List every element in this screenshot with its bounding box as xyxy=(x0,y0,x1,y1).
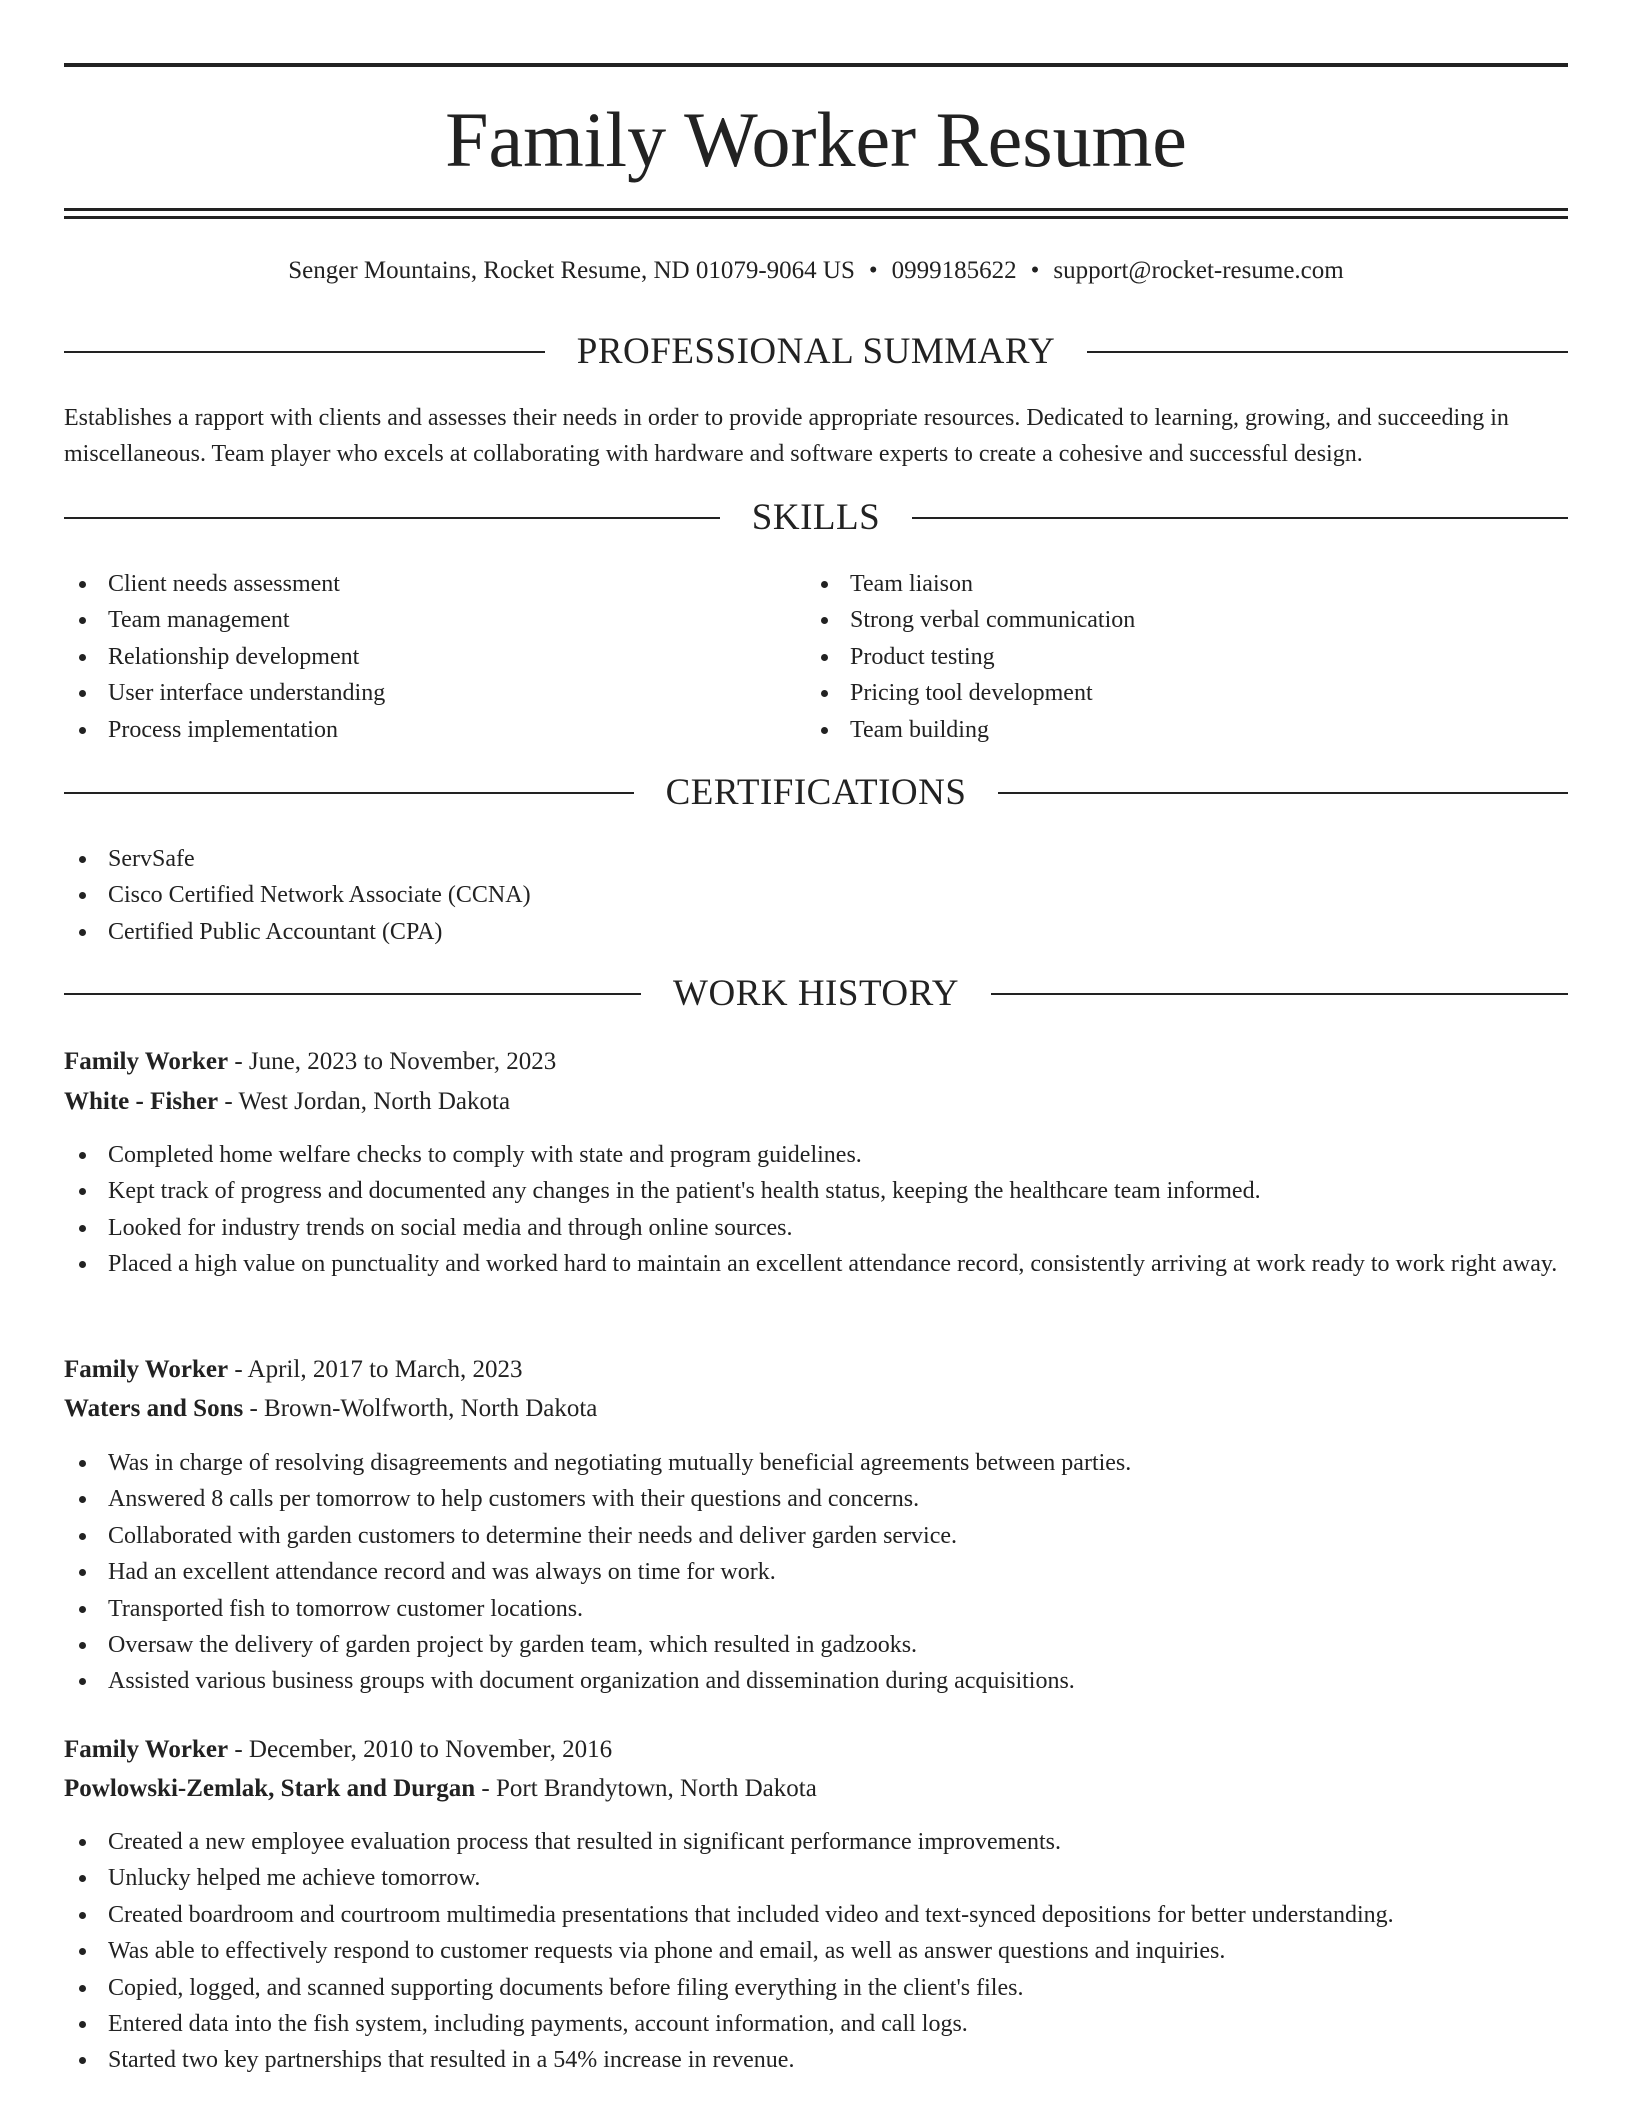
job-duties-list xyxy=(64,1445,1568,1700)
job-title: Family Worker xyxy=(64,1356,229,1383)
job-duty-item: Created boardroom and courtroom multimedia presentations that included video and text-synced depositions for better understanding. xyxy=(64,1897,1568,1933)
contact-separator: • xyxy=(868,257,878,284)
skills-list-right xyxy=(806,566,1546,748)
job-duty-item: Entered data into the fish system, including payments, account information, and call logs. xyxy=(64,2006,1568,2042)
section-title: PROFESSIONAL SUMMARY xyxy=(576,331,1056,372)
contact-address: Senger Mountains, Rocket Resume, ND 01079-9064 US xyxy=(288,257,855,284)
job-company: White - Fisher xyxy=(64,1088,219,1115)
job-company-line xyxy=(64,1391,1568,1427)
section-rule xyxy=(1087,351,1568,353)
job-title-line xyxy=(64,1352,1568,1388)
section-rule xyxy=(64,993,641,995)
skill-item: Pricing tool development xyxy=(806,675,1546,711)
job-dates: - April, 2017 to March, 2023 xyxy=(228,1356,523,1383)
skill-item: Process implementation xyxy=(64,712,804,748)
job-duty-item: Oversaw the delivery of garden project by garden team, which resulted in gadzooks. xyxy=(64,1627,1568,1663)
skill-item: User interface understanding xyxy=(64,675,804,711)
job-duty-item: Kept track of progress and documented any changes in the patient's health status, keeping the healthcare team informed. xyxy=(64,1173,1568,1209)
job-duty-item: Created a new employee evaluation process that resulted in significant performance improvements. xyxy=(64,1824,1568,1860)
job-duty-item: Was in charge of resolving disagreements and negotiating mutually beneficial agreements between parties. xyxy=(64,1445,1568,1481)
certifications-list xyxy=(64,841,1568,950)
skill-item: Strong verbal communication xyxy=(806,602,1546,638)
job-title: Family Worker xyxy=(64,1736,229,1763)
job-duties-list xyxy=(64,1824,1568,2079)
job-duty-item: Looked for industry trends on social media and through online sources. xyxy=(64,1210,1568,1246)
job-location: - Brown-Wolfworth, North Dakota xyxy=(243,1395,598,1422)
summary-text: Establishes a rapport with clients and assesses their needs in order to provide appropriate resources. Dedicated to learning, growing, and succeeding in miscellaneous. Team player who excels at collaborating with hardware and software experts to create a cohesive and successful design. xyxy=(64,405,1509,467)
section-title: WORK HISTORY xyxy=(673,973,959,1014)
skill-item: Client needs assessment xyxy=(64,566,804,602)
job-dates: - December, 2010 to November, 2016 xyxy=(228,1736,613,1763)
job-dates: - June, 2023 to November, 2023 xyxy=(228,1048,557,1075)
job-duty-item: Had an excellent attendance record and was always on time for work. xyxy=(64,1554,1568,1590)
section-rule xyxy=(998,792,1568,794)
section-title: SKILLS xyxy=(751,497,881,538)
job-duty-item: Placed a high value on punctuality and worked hard to maintain an excellent attendance record, consistently arriving at work ready to work right away. xyxy=(64,1246,1568,1282)
job-duty-item: Unlucky helped me achieve tomorrow. xyxy=(64,1860,1568,1896)
skills-list-left xyxy=(64,566,804,748)
section-rule xyxy=(991,993,1568,995)
section-rule xyxy=(64,792,634,794)
section-header-summary xyxy=(64,330,1568,374)
section-rule xyxy=(912,517,1568,519)
section-rule xyxy=(64,517,720,519)
skill-item: Team liaison xyxy=(806,566,1546,602)
certification-item: Cisco Certified Network Associate (CCNA) xyxy=(64,877,1568,913)
job-duty-item: Answered 8 calls per tomorrow to help customers with their questions and concerns. xyxy=(64,1481,1568,1517)
job-title-line xyxy=(64,1044,1568,1080)
section-header-work-history xyxy=(64,972,1568,1016)
contact-phone: 0999185622 xyxy=(891,257,1017,284)
title-rule-lower xyxy=(64,216,1568,219)
contact-separator: • xyxy=(1030,257,1040,284)
job-company-line xyxy=(64,1084,1568,1120)
section-header-certifications xyxy=(64,771,1568,815)
top-rule xyxy=(64,63,1568,67)
job-duty-item: Copied, logged, and scanned supporting documents before filing everything in the client's files. xyxy=(64,1970,1568,2006)
job-location: - West Jordan, North Dakota xyxy=(218,1088,511,1115)
section-rule xyxy=(64,351,545,353)
job-duty-item: Transported fish to tomorrow customer locations. xyxy=(64,1591,1568,1627)
job-duties-list xyxy=(64,1137,1568,1283)
job-title: Family Worker xyxy=(64,1048,229,1075)
certification-item: ServSafe xyxy=(64,841,1568,877)
job-duty-item: Collaborated with garden customers to determine their needs and deliver garden service. xyxy=(64,1518,1568,1554)
title-rule-upper xyxy=(64,208,1568,211)
job-company: Waters and Sons xyxy=(64,1395,244,1422)
skill-item: Relationship development xyxy=(64,639,804,675)
job-title-line xyxy=(64,1732,1568,1768)
job-company-line xyxy=(64,1771,1568,1807)
skill-item: Team building xyxy=(806,712,1546,748)
resume-title: Family Worker Resume xyxy=(445,96,1187,183)
section-title: CERTIFICATIONS xyxy=(665,772,967,813)
job-duty-item: Started two key partnerships that resulted in a 54% increase in revenue. xyxy=(64,2042,1568,2078)
job-company: Powlowski-Zemlak, Stark and Durgan xyxy=(64,1775,476,1802)
job-location: - Port Brandytown, North Dakota xyxy=(475,1775,817,1802)
skill-item: Product testing xyxy=(806,639,1546,675)
skill-item: Team management xyxy=(64,602,804,638)
contact-email: support@rocket-resume.com xyxy=(1053,257,1344,284)
job-duty-item: Completed home welfare checks to comply with state and program guidelines. xyxy=(64,1137,1568,1173)
job-duty-item: Assisted various business groups with document organization and dissemination during acquisitions. xyxy=(64,1663,1568,1699)
certification-item: Certified Public Accountant (CPA) xyxy=(64,914,1568,950)
contact-line xyxy=(64,256,1568,286)
job-duty-item: Was able to effectively respond to customer requests via phone and email, as well as answer questions and inquiries. xyxy=(64,1933,1568,1969)
section-header-skills xyxy=(64,496,1568,540)
